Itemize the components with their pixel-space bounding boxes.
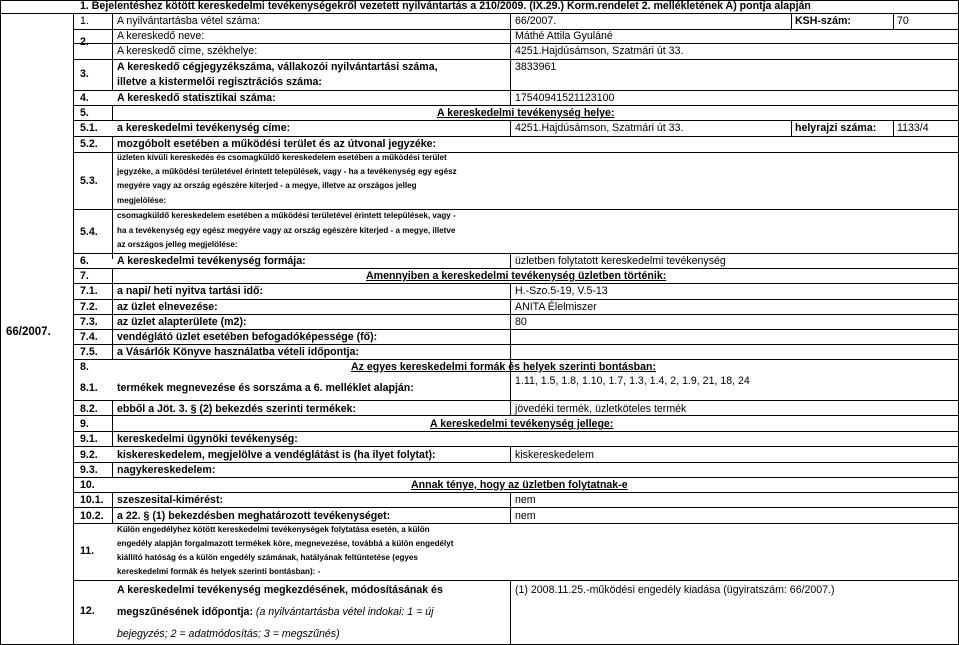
row-8-heading: Az egyes kereskedelmi formák és helyek szerinti bontásban: [351, 361, 656, 373]
row-7-2-number: 7.2. [80, 301, 98, 313]
row-5-heading: A kereskedelmi tevékenység helye: [437, 107, 615, 119]
row-11-line2: engedély alapján forgalmazott termékek köre, megnevezése, továbbá a külön engedélyt [117, 539, 454, 548]
row-12-line2-bold: megszűnésének időpontja: [117, 606, 253, 618]
row-9-3-label: nagykereskedelem: [117, 464, 216, 476]
row-12-value: (1) 2008.11.25.-működési engedély kiadása (ügyiratszám: 66/2007.) [515, 584, 835, 596]
row-10-2-label: a 22. § (1) bekezdésben meghatározott tevékenységet: [117, 510, 391, 522]
row-7-3-number: 7.3. [80, 316, 98, 328]
row-5-3-line3: megyére vagy az ország egészére kiterjed - a megye, illetve az országos jelleg [117, 181, 417, 190]
row-7-4-label: vendéglátó üzlet esetében befogadóképessége (fő): [117, 331, 378, 343]
row-12-line2-italic: (a nyilvántartásba vétel indokai: 1 = új [252, 606, 434, 618]
row-7-4-number: 7.4. [80, 331, 98, 343]
row-11-number: 11. [80, 545, 95, 557]
row-2-value-name: Máthé Attila Gyuláné [515, 30, 613, 42]
row-5-2-number: 5.2. [80, 138, 98, 150]
row-9-heading: A kereskedelmi tevékenység jellege: [430, 418, 614, 430]
row-4-number: 4. [80, 92, 89, 104]
row-9-2-number: 9.2. [80, 449, 98, 461]
row-7-3-label: az üzlet alapterülete (m2): [117, 316, 247, 328]
row-8-2-value: jövedéki termék, üzletköteles termék [515, 403, 687, 415]
row-2-value-address: 4251.Hajdúsámson, Szatmári út 33. [515, 45, 684, 57]
row-7-2-label: az üzlet elnevezése: [117, 301, 218, 313]
row-7-3-value: 80 [515, 316, 527, 328]
row-10-2-value: nem [515, 510, 536, 522]
row-11-line4: kereskedelmi formák és helyek szerinti bontásban): - [117, 567, 321, 576]
row-8-number: 8. [80, 361, 89, 373]
row-10-heading: Annak ténye, hogy az üzletben folytatnak-e [411, 479, 628, 491]
row-8-2-number: 8.2. [80, 403, 98, 415]
row-5-3-number: 5.3. [80, 175, 98, 187]
hrsz-value: 1133/4 [897, 122, 929, 134]
row-5-2-label: mozgóbolt esetében a működési terület és az útvonal jegyzéke: [117, 138, 437, 150]
row-10-1-label: szeszesital-kimérést: [117, 494, 223, 506]
row-7-5-number: 7.5. [80, 346, 98, 358]
row-1-label: A nyilvántartásba vétel száma: [117, 15, 261, 27]
hrsz-label: helyrajzi száma: [795, 122, 877, 134]
row-10-number: 10. [80, 479, 95, 491]
row-7-1-label: a napi/ heti nyitva tartási idő: [117, 285, 263, 297]
row-12-number: 12. [80, 605, 95, 617]
row-7-2-value: ANITA Élelmiszer [515, 301, 597, 313]
row-1-number: 1. [80, 15, 89, 27]
row-5-4-line3: az országos jelleg megjelölése: [117, 240, 238, 249]
row-5-4-line1: csomagküldő kereskedelem esetében a működési területével érintett települések, vagy - [117, 211, 456, 220]
row-5-3-line4: megjelölése: [117, 196, 167, 205]
ksh-label: KSH-szám: [795, 15, 851, 27]
row-7-1-value: H.-Szo.5-19, V.5-13 [515, 285, 608, 297]
row-7-1-number: 7.1. [80, 285, 98, 297]
row-2-label-name: A kereskedő neve: [117, 30, 205, 42]
row-9-1-number: 9.1. [80, 433, 98, 445]
row-6-number: 6. [80, 255, 89, 267]
row-10-1-value: nem [515, 494, 536, 506]
ksh-value: 70 [897, 15, 909, 27]
row-12-line3: bejegyzés; 2 = adatmódosítás; 3 = megszűnés) [117, 628, 340, 640]
row-6-value: üzletben folytatott kereskedelmi tevékenység [515, 255, 726, 267]
row-11-line3: kiállító hatóság és a külön engedély számának, hatályának feltüntetése (egyes [117, 553, 418, 562]
row-4-label: A kereskedő statisztikai száma: [117, 92, 276, 104]
row-9-1-label: kereskedelmi ügynöki tevékenység: [117, 433, 298, 445]
row-12-line1: A kereskedelmi tevékenység megkezdésének, módosításának és [117, 584, 443, 596]
row-9-2-value: kiskereskedelem [515, 449, 594, 461]
row-12-line2 [117, 607, 433, 619]
row-8-1-value: 1.11, 1.5, 1.8, 1.10, 1.7, 1.3, 1.4, 2, 1.9, 21, 18, 24 [515, 375, 750, 387]
row-5-4-number: 5.4. [80, 226, 98, 238]
row-7-heading: Amennyiben a kereskedelmi tevékenység üzletben történik: [366, 270, 667, 282]
row-8-2-label: ebből a Jöt. 3. § (2) bekezdés szerinti termékek: [117, 403, 357, 415]
row-5-4-line2: ha a tevékenység egy egész megyére vagy az ország egészére kiterjed - a megye, illetve [117, 226, 456, 235]
row-2-number: 2. [80, 36, 89, 48]
row-5-1-label: a kereskedelmi tevékenység címe: [117, 122, 291, 134]
row-8-1-number: 8.1. [80, 382, 98, 394]
row-3-value: 3833961 [515, 61, 557, 73]
side-registration-number: 66/2007. [6, 326, 51, 338]
row-9-3-number: 9.3. [80, 464, 98, 476]
row-4-value: 17540941521123100 [515, 92, 615, 104]
row-11-line1: Külön engedélyhez kötött kereskedelmi tevékenységek folytatása esetén, a külön [117, 525, 430, 534]
row-2-label-address: A kereskedő címe, székhelye: [117, 45, 258, 57]
row-7-number: 7. [80, 270, 89, 282]
row-5-3-line1: üzleten kívüli kereskedés és csomagküldő kereskedelem esetében a működési terület [117, 153, 447, 162]
document-title: 1. Bejelentéshez kötött kereskedelmi tevékenységekről vezetett nyilvántartás a 210/2009. (IX.29.) Korm.rendelet 2. mellékletének A) pontja alapján [80, 0, 811, 12]
row-3-label-line1: A kereskedő cégjegyzékszáma, vállakozói nyilvántartási száma, [117, 61, 438, 73]
row-9-number: 9. [80, 418, 89, 430]
row-5-3-line2: jegyzéke, a működési területével érintett települések, vagy - ha a tevékenység egy egész [117, 167, 457, 176]
row-7-5-label: a Vásárlók Könyve használatba vételi időpontja: [117, 346, 359, 358]
row-5-1-number: 5.1. [80, 122, 98, 134]
row-5-1-value: 4251.Hajdúsámson, Szatmári út 33. [515, 122, 684, 134]
row-1-value: 66/2007. [515, 15, 557, 27]
row-9-2-label: kiskereskedelem, megjelölve a vendéglátást is (ha ilyet folytat): [117, 449, 436, 461]
row-3-number: 3. [80, 68, 89, 80]
row-10-2-number: 10.2. [80, 510, 104, 522]
row-6-label: A kereskedelmi tevékenység formája: [117, 255, 306, 267]
row-10-1-number: 10.1. [80, 494, 104, 506]
row-5-number: 5. [80, 107, 89, 119]
row-3-label-line2: illetve a kistermelői regisztrációs száma: [117, 76, 322, 88]
row-8-1-label: termékek megnevezése és sorszáma a 6. melléklet alapján: [117, 382, 414, 394]
